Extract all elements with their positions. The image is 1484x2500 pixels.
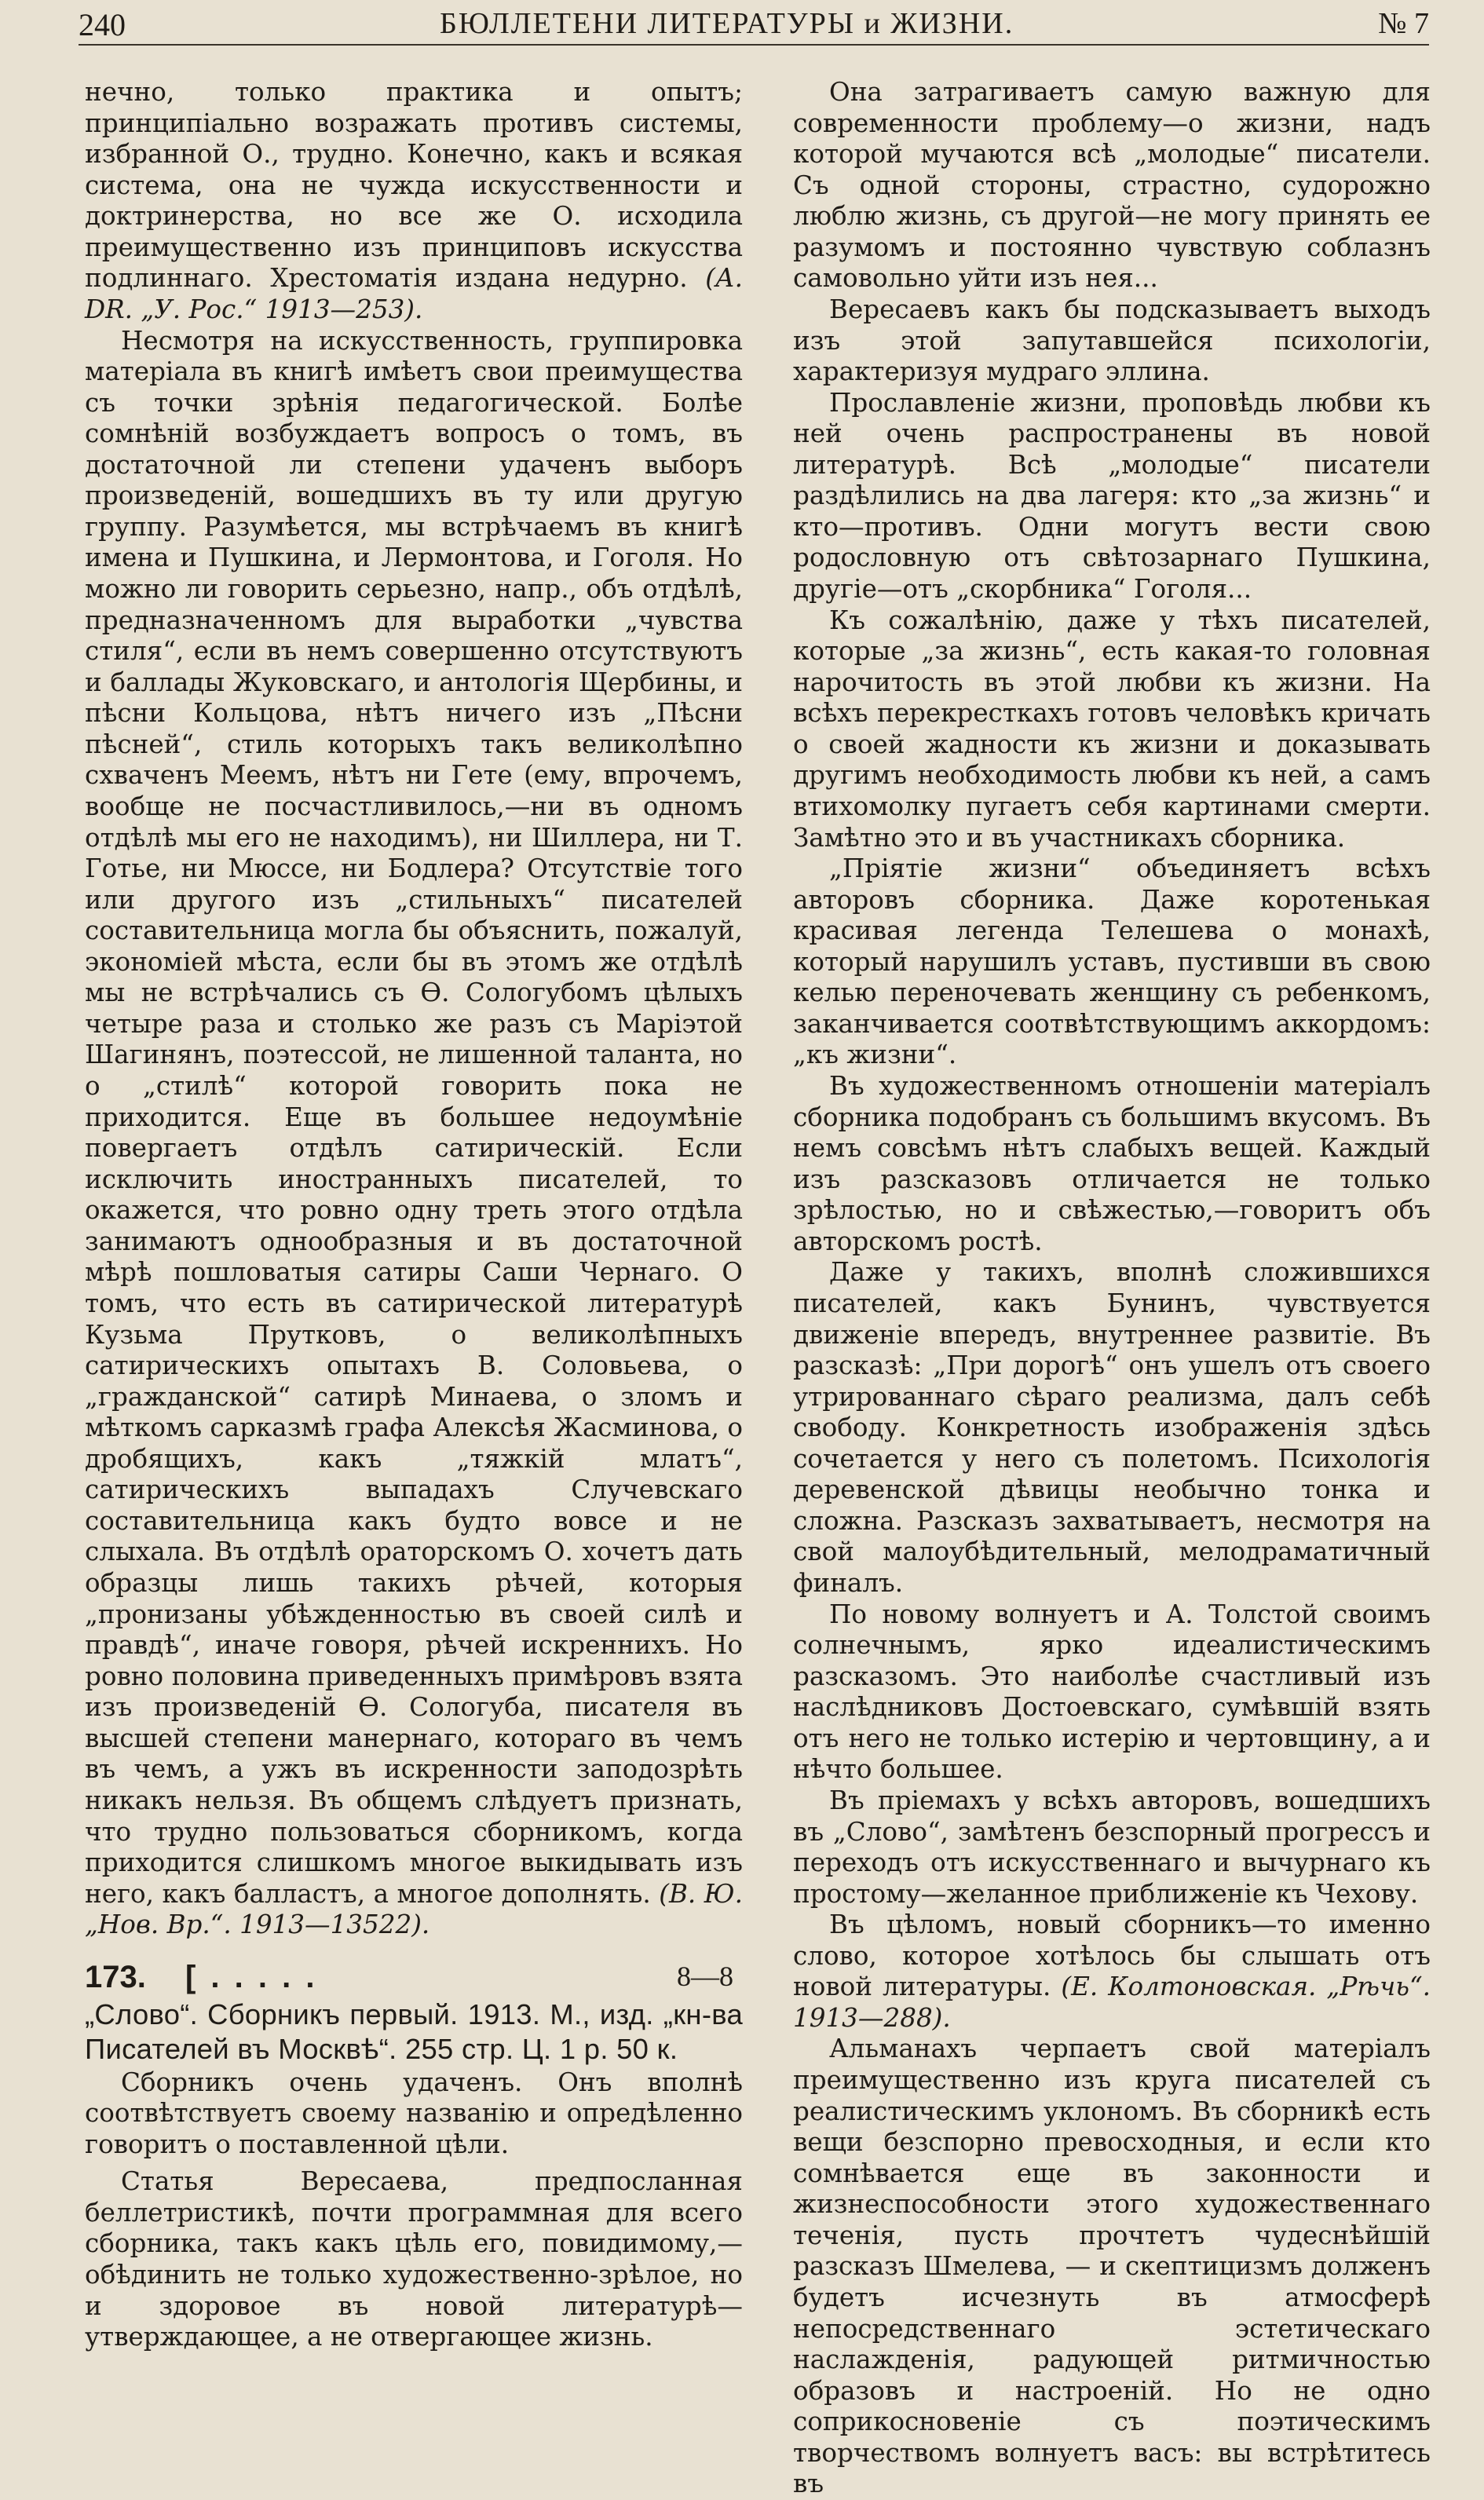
citation: (А. DR. „У. Рос.“ 1913—253). [85, 263, 743, 324]
entry-code: 8—8 [677, 1960, 733, 1992]
page-number: 240 [79, 7, 126, 42]
entry-marker: [ . . . . . [185, 1959, 318, 1994]
paragraph [793, 1910, 1431, 2034]
paragraph: Она затрагиваетъ самую важную для современности проблему—о жизни, надъ которой мучаются всѣ „молодые“ писатели. Съ одной стороны, страстно, судорожно люблю жизнь, съ другой—не могу принять ее разумомъ и постоянно чувствую соблазнъ самовольно уйти изъ нея... [793, 77, 1431, 294]
paragraph: Въ пріемахъ у всѣхъ авторовъ, вошедшихъ въ „Слово“, замѣтенъ безспорный прогрессъ и переходъ отъ искусственнаго и вычурнаго къ простому—желанное приближеніе къ Чехову. [793, 1785, 1431, 1909]
entry-number: 173. [85, 1959, 146, 1994]
paragraph [85, 326, 743, 1941]
paragraph: Въ художественномъ отношеніи матеріалъ сборника подобранъ съ большимъ вкусомъ. Въ немъ совсѣмъ нѣтъ слабыхъ вещей. Каждый изъ разсказовъ отличается не только зрѣлостью, но и свѣжестью,—говоритъ объ авторскомъ ростѣ. [793, 1071, 1431, 1256]
paragraph: „Пріятіе жизни“ объединяетъ всѣхъ авторовъ сборника. Даже коротенькая красивая легенда Телешева о монахѣ, который нарушилъ уставъ, пустивши въ свою келью переночевать женщину съ ребенкомъ, заканчивается соотвѣтствующимъ аккордомъ: „къ жизни“. [793, 853, 1431, 1070]
paragraph-text: Несмотря на искусственность, группировка матеріала въ книгѣ имѣетъ свои преимущества съ точки зрѣнія педагогической. Болѣе сомнѣній возбуждаетъ вопросъ о томъ, въ достаточной ли степени удаченъ выборъ произведеній, вошедшихъ въ ту или другую группу. Разумѣется, мы встрѣчаемъ въ книгѣ имена и Пушкина, и Лермонтова, и Гоголя. Но можно ли говорить серьезно, напр., объ отдѣлѣ, предназначенномъ для выработки „чувства стиля“, если въ немъ совершенно отсутствуютъ и баллады Жуковскаго, и антологія Щербины, и пѣсни Кольцова, нѣтъ ничего изъ „Пѣсни пѣсней“, стиль которыхъ такъ великолѣпно схваченъ Меемъ, нѣтъ ни Гете (ему, впрочемъ, вообще не посчастливилось,—ни въ одномъ отдѣлѣ мы его не находимъ), ни Шиллера, ни Т. Готье, ни Мюссе, ни Бодлера? Отсутствіе того или другого изъ „стильныхъ“ писателей составительница могла бы объяснить, пожалуй, экономіей мѣста, если бы въ этомъ же отдѣлѣ мы не встрѣчались съ Ѳ. Сологубомъ цѣлыхъ четыре раза и столько же разъ съ Маріэтой Шагинянъ, поэтессой, не лишенной таланта, но о „стилѣ“ которой говорить пока не приходится. Еще въ большее недоумѣніе повергаетъ отдѣлъ сатирическій. Если исключить иностранныхъ писателей, то окажется, что ровно одну треть этого отдѣла занимаютъ однообразныя и въ достаточной мѣрѣ пошловатыя сатиры Саши Чернаго. О томъ, что есть въ сатирической литературѣ Кузьма Прутковъ, о великолѣпныхъ сатирическихъ опытахъ В. Соловьева, о „гражданской“ сатирѣ Минаева, о зломъ и мѣткомъ сарказмѣ графа Алексѣя Жасминова, о дробящихъ, какъ „тяжкій млатъ“, сатирическихъ выпадахъ Случевскаго составительница какъ будто вовсе и не слыхала. Въ отдѣлѣ ораторскомъ О. хочетъ дать образцы лишь такихъ рѣчей, которыя „пронизаны убѣжденностью въ своей силѣ и правдѣ“, иначе говоря, рѣчей искреннихъ. Но ровно половина приведенныхъ примѣровъ взята изъ произведеній Ѳ. Сологуба, писателя въ высшей степени манернаго, котораго въ чемъ въ чемъ, а ужъ въ искренности заподозрѣть никакъ нельзя. Въ общемъ слѣдуетъ признать, что трудно пользоваться сборникомъ, когда приходится слишкомъ многое выкидывать изъ него, какъ балластъ, а многое дополнять. [85, 325, 743, 1909]
header-rule [79, 44, 1429, 46]
entry-heading [85, 1958, 743, 1997]
paragraph-text: нечно, только практика и опытъ; принципіально возражать противъ системы, избранной О., трудно. Конечно, какъ и всякая система, она не чужда искусственности и доктринерства, но все же О. исходила преимущественно изъ принциповъ искусства подлиннаго. Хрестоматія издана недурно. [85, 77, 743, 294]
paragraph [85, 77, 743, 326]
bibliographic-record: „Слово“. Сборникъ первый. 1913. М., изд. „кн-ва Писателей въ Москвѣ“. 255 стр. Ц. 1 р. 50 к. [85, 1997, 743, 2066]
paragraph: По новому волнуетъ и А. Толстой своимъ солнечнымъ, ярко идеалистическимъ разсказомъ. Это наиболѣе счастливый изъ наслѣдниковъ Достоевскаго, сумѣвшій взять отъ него не только истерію и чертовщину, а и нѣчто большее. [793, 1599, 1431, 1785]
paragraph: Статья Вересаева, предпосланная беллетристикѣ, почти программная для всего сборника, такъ какъ цѣль его, повидимому,—обѣдинить не только художественно-зрѣлое, но и здоровое въ новой литературѣ—утверждающее, а не отвергающее жизнь. [85, 2166, 743, 2352]
paragraph: Вересаевъ какъ бы подсказываетъ выходъ изъ этой запутавшейся психологіи, характеризуя мудраго эллина. [793, 294, 1431, 387]
paragraph: Альманахъ черпаетъ свой матеріалъ преимущественно изъ круга писателей съ реалистическимъ уклономъ. Въ сборникѣ есть вещи безспорно превосходныя, и если кто сомнѣвается еще въ законности и жизнеспособности этого художественнаго теченія, пусть прочтетъ чудеснѣйшій разсказъ Шмелева, — и скептицизмъ долженъ будетъ исчезнуть въ атмосферѣ непосредственнаго эстетическаго наслажденія, радующей ритмичностью образовъ и настроеній. Но не одно соприкосновеніе съ поэтическимъ творчествомъ волнуетъ васъ: вы встрѣтитесь въ [793, 2034, 1431, 2499]
left-column [85, 77, 744, 2352]
citation: (В. Ю. „Нов. Вр.“. 1913—13522). [85, 1878, 744, 1940]
paragraph: Къ сожалѣнію, даже у тѣхъ писателей, которые „за жизнь“, есть какая-то головная нарочитость въ этой любви къ жизни. На всѣхъ перекресткахъ готовъ человѣкъ кричать о своей жадности къ жизни и доказывать другимъ необходимость любви къ ней, а самъ втихомолку пугаетъ себя картинами смерти. Замѣтно это и въ участникахъ сборника. [793, 605, 1431, 853]
right-column [793, 77, 1431, 2499]
running-header [79, 0, 1429, 46]
paragraph-text: Въ цѣломъ, новый сборникъ—то именно слово, которое хотѣлось бы слышать отъ новой литературы. [793, 1910, 1431, 2002]
citation: (Е. Колтоновская. „Рѣчь“. 1913—288). [793, 1972, 1431, 2033]
paragraph: Сборникъ очень удаченъ. Онъ вполнѣ соотвѣтствуетъ своему названію и опредѣленно говоритъ о поставленной цѣли. [85, 2067, 743, 2159]
journal-title: БЮЛЛЕТЕНИ ЛИТЕРАТУРЫ и ЖИЗНИ. [440, 7, 1014, 40]
paragraph: Прославленіе жизни, проповѣдь любви къ ней очень распространены въ новой литературѣ. Всѣ „молодые“ писатели раздѣлились на два лагеря: кто „за жизнь“ и кто—противъ. Одни могутъ вести свою родословную отъ свѣтозарнаго Пушкина, другіе—отъ „скорбника“ Гоголя... [793, 387, 1431, 604]
issue-number: № 7 [1378, 7, 1429, 40]
paragraph: Даже у такихъ, вполнѣ сложившихся писателей, какъ Бунинъ, чувствуется движеніе впередъ, внутреннее развитіе. Въ разсказѣ: „При дорогѣ“ онъ ушелъ отъ своего утрированнаго сѣраго реализма, далъ себѣ свободу. Конкретность изображенія здѣсь сочетается у него съ полетомъ. Психологія деревенской дѣвицы необычно тонка и сложна. Разсказъ захватываетъ, несмотря на свой малоубѣдительный, мелодраматичный финалъ. [793, 1257, 1431, 1598]
